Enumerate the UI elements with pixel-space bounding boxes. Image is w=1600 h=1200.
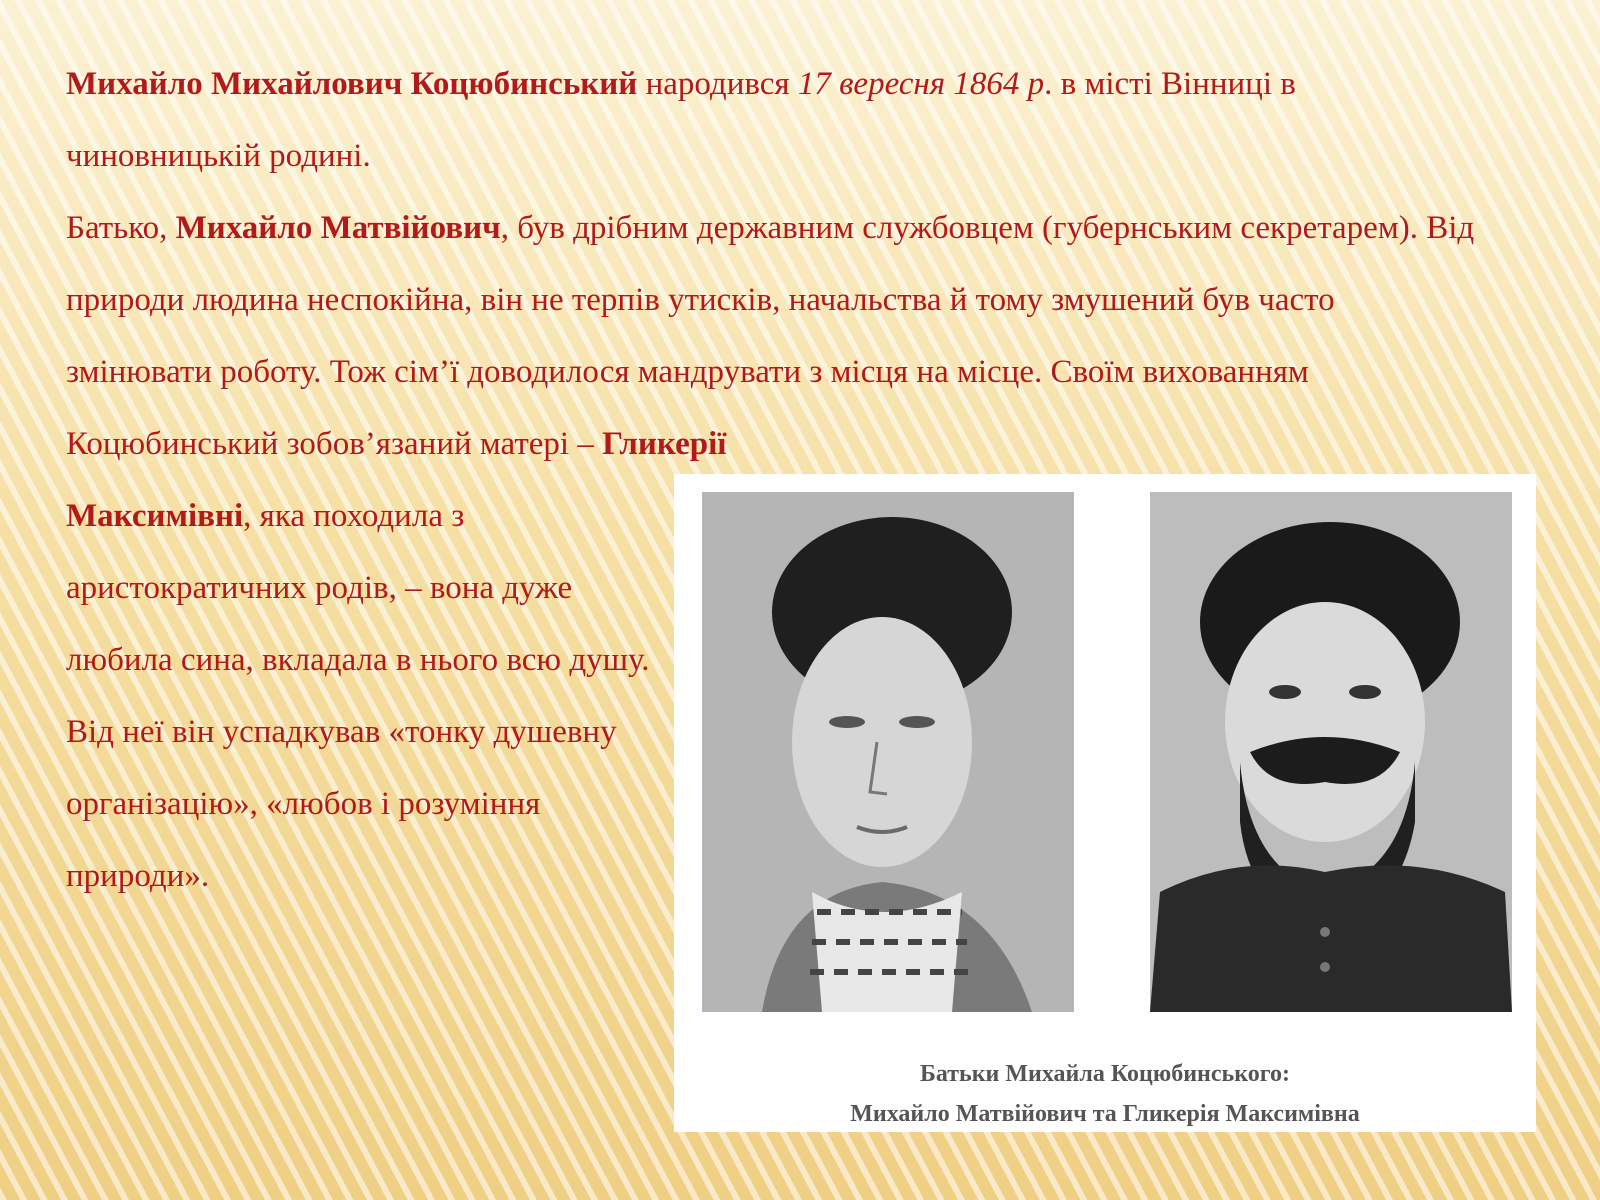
paragraph-birth [66, 48, 1486, 192]
father-portrait [1150, 492, 1512, 1012]
photo-caption [674, 1054, 1536, 1134]
text-segment: . в місті Вінниці в чиновницькій родині. [66, 66, 1296, 174]
mother-name-second: Максимівні [66, 498, 244, 534]
text-segment: Батько, [66, 210, 176, 246]
mother-portrait [702, 492, 1074, 1012]
mother-name-first: Гликерії [602, 426, 727, 462]
text-segment: народився [637, 66, 798, 102]
text-segment: , яка походила з аристократичних родів, – вона дуже любила сина, вкладала в нього всю душу. Від неї він успадкував «тонку душевну організацію», «любов і розуміння природи». [66, 498, 650, 894]
caption-line-1: Батьки Михайла Коцюбинського: [919, 1061, 1291, 1087]
writer-name: Михайло Михайлович Коцюбинський [66, 66, 638, 102]
father-portrait-image [1150, 492, 1512, 1012]
parents-photo [674, 474, 1536, 1132]
text-segment: , був дрібним державним службовцем (губернським секретарем). Від природи людина неспокійна, він не терпів утисків, начальства й тому змушений був часто змінювати роботу. Тож сім’ї доводилося мандрувати з місця на місце. Своїм вихованням Коцюбинський зобов’язаний матері – [66, 210, 1475, 462]
mother-portrait-image [702, 492, 1074, 1012]
father-name: Михайло Матвійович [175, 210, 501, 246]
birth-date: 17 вересня 1864 р [797, 66, 1045, 102]
narrow-column [66, 480, 656, 912]
caption-line-2: Михайло Матвійович та Гликерія Максимівна [850, 1101, 1360, 1127]
